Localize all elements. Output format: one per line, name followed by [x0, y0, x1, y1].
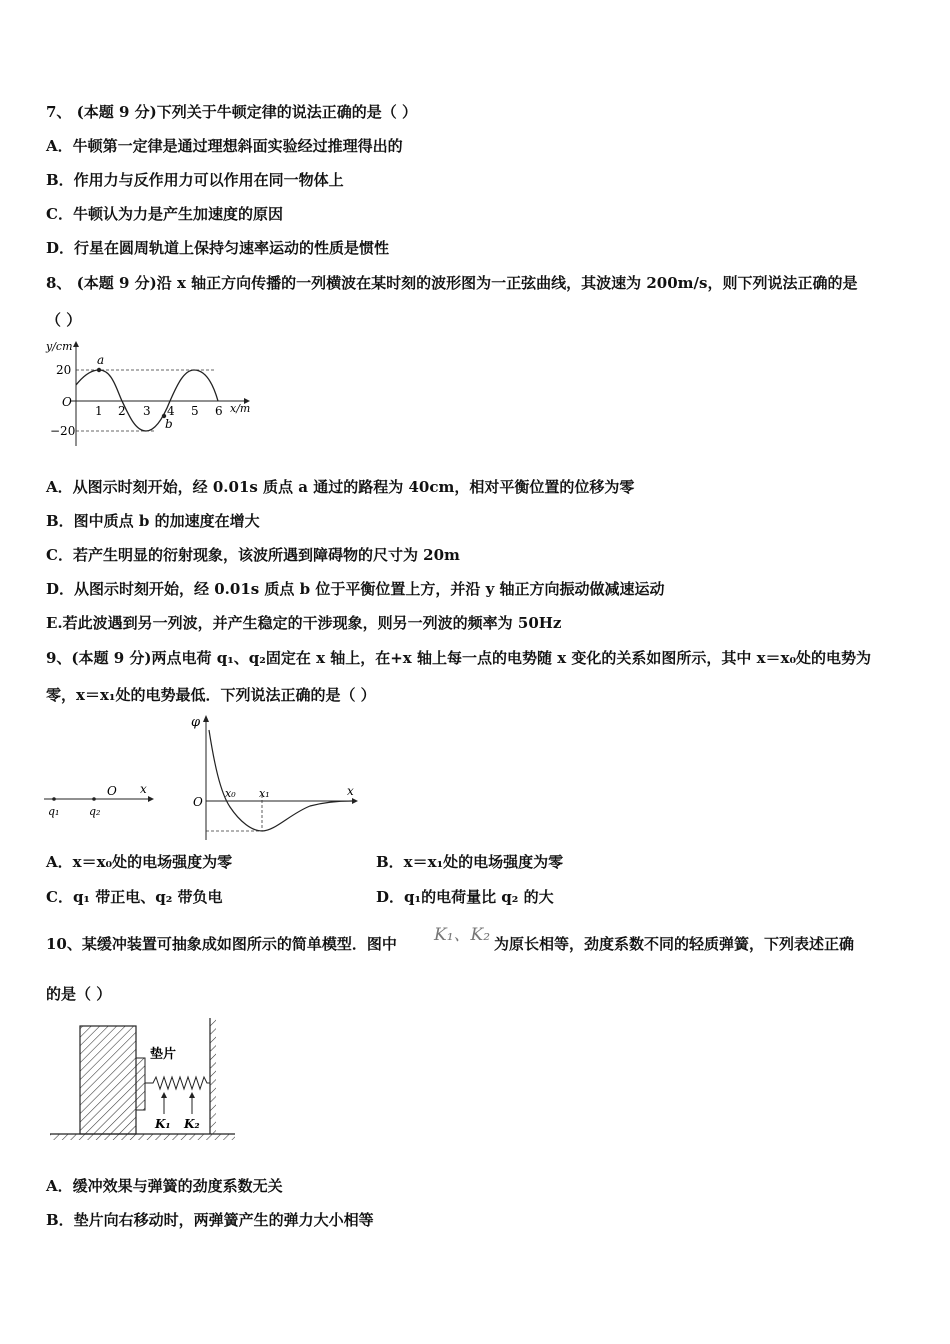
phi-curve: [209, 730, 352, 831]
pad: [136, 1058, 145, 1110]
wave-origin: O: [62, 395, 72, 409]
point-a-dot: [97, 368, 101, 372]
block: [80, 1026, 136, 1134]
wave-tick-1: 1: [95, 404, 103, 418]
phi-x-arrow: [352, 798, 358, 804]
q8-stem-line2: （ ）: [46, 311, 82, 329]
q8-option-b: B．图中质点 b 的加速度在增大: [46, 512, 260, 530]
buffer-device-figure: [50, 1016, 240, 1144]
q1-dot: [52, 797, 56, 801]
q9-option-b: B．x＝x₁处的电场强度为零: [376, 853, 564, 871]
wave-tick-4: 4: [167, 404, 175, 418]
potential-graph: [190, 712, 360, 844]
phi-x0-label: x₀: [225, 787, 236, 800]
wave-xlabel: x/m: [230, 402, 251, 415]
q9-stem-line2: 零，x＝x₁处的电势最低．下列说法正确的是（ ）: [46, 686, 376, 704]
q9-option-c: C．q₁ 带正电、q₂ 带负电: [46, 888, 223, 906]
q10-option-a: A．缓冲效果与弹簧的劲度系数无关: [46, 1177, 283, 1195]
charge-axis-arrow: [148, 796, 154, 802]
q10-stem-part2: 为原长相等，劲度系数不同的轻质弹簧，下列表述正确: [494, 935, 855, 953]
phi-x1-label: x₁: [259, 787, 270, 800]
wave-tick-6: 6: [215, 404, 223, 418]
phi-y-arrow: [203, 715, 209, 722]
k1-arrow-head: [161, 1092, 167, 1098]
k1-label: K₁: [155, 1117, 171, 1131]
wave-tick-2: 2: [118, 404, 126, 418]
q2-label: q₂: [89, 805, 101, 818]
q8-option-a: A．从图示时刻开始，经 0.01s 质点 a 通过的路程为 40cm，相对平衡位置的位移为零: [46, 478, 635, 496]
q10-stem-part1: 10、某缓冲装置可抽象成如图所示的简单模型．图中: [46, 935, 397, 953]
q1-label: q₁: [48, 805, 60, 818]
q8-stem-line1: 8、 (本题 9 分)沿 x 轴正方向传播的一列横波在某时刻的波形图为一正弦曲线，其波速为 200m/s，则下列说法正确的是: [46, 274, 858, 292]
phi-label: φ: [191, 715, 201, 730]
wall-hatch: [210, 1018, 216, 1134]
point-a-label: a: [97, 353, 105, 367]
q7-option-a: A．牛顿第一定律是通过理想斜面实验经过推理得出的: [46, 137, 403, 155]
wave-graph: [44, 338, 264, 458]
q8-option-e: E.若此波遇到另一列波，并产生稳定的干涉现象，则另一列波的频率为 50Hz: [46, 614, 562, 632]
point-b-label: b: [165, 417, 173, 431]
q7-option-c: C．牛顿认为力是产生加速度的原因: [46, 205, 283, 223]
charge-origin-label: O: [107, 784, 117, 798]
q10-option-b: B．垫片向右移动时，两弹簧产生的弹力大小相等: [46, 1211, 374, 1229]
q7-option-d: D．行星在圆周轨道上保持匀速率运动的性质是惯性: [46, 239, 390, 257]
charge-axis-figure: [44, 780, 156, 820]
q8-option-c: C．若产生明显的衍射现象，该波所遇到障碍物的尺寸为 20m: [46, 546, 460, 564]
q7-stem: 7、 (本题 9 分)下列关于牛顿定律的说法正确的是（ ）: [46, 103, 417, 121]
pad-label: 垫片: [150, 1047, 177, 1062]
q10-stem-line2: 的是（ ）: [46, 985, 112, 1003]
wave-y-top: 20: [56, 363, 72, 377]
charge-x-label: x: [140, 782, 147, 796]
wave-y-bottom: −20: [50, 424, 76, 438]
q9-option-d: D．q₁的电荷量比 q₂ 的大: [376, 888, 554, 906]
q9-option-a: A．x＝x₀处的电场强度为零: [46, 853, 233, 871]
k2-arrow-head: [189, 1092, 195, 1098]
q7-option-b: B．作用力与反作用力可以作用在同一物体上: [46, 171, 344, 189]
wave-tick-5: 5: [191, 404, 199, 418]
wave-ylabel: y/cm: [46, 340, 73, 353]
wave-tick-3: 3: [143, 404, 151, 418]
spring: [145, 1077, 210, 1089]
q9-stem-line1: 9、(本题 9 分)两点电荷 q₁、q₂固定在 x 轴上，在+x 轴上每一点的电势随 x 变化的关系如图所示，其中 x＝x₀处的电势为: [46, 649, 872, 667]
k2-label: K₂: [184, 1117, 200, 1131]
q10-k-symbols: K₁、K₂: [434, 925, 491, 945]
ground-hatch: [50, 1134, 235, 1140]
phi-x-label: x: [347, 784, 354, 798]
q8-option-d: D．从图示时刻开始，经 0.01s 质点 b 位于平衡位置上方，并沿 y 轴正方向振动做减速运动: [46, 580, 665, 598]
q2-dot: [92, 797, 96, 801]
phi-origin-label: O: [193, 795, 203, 809]
